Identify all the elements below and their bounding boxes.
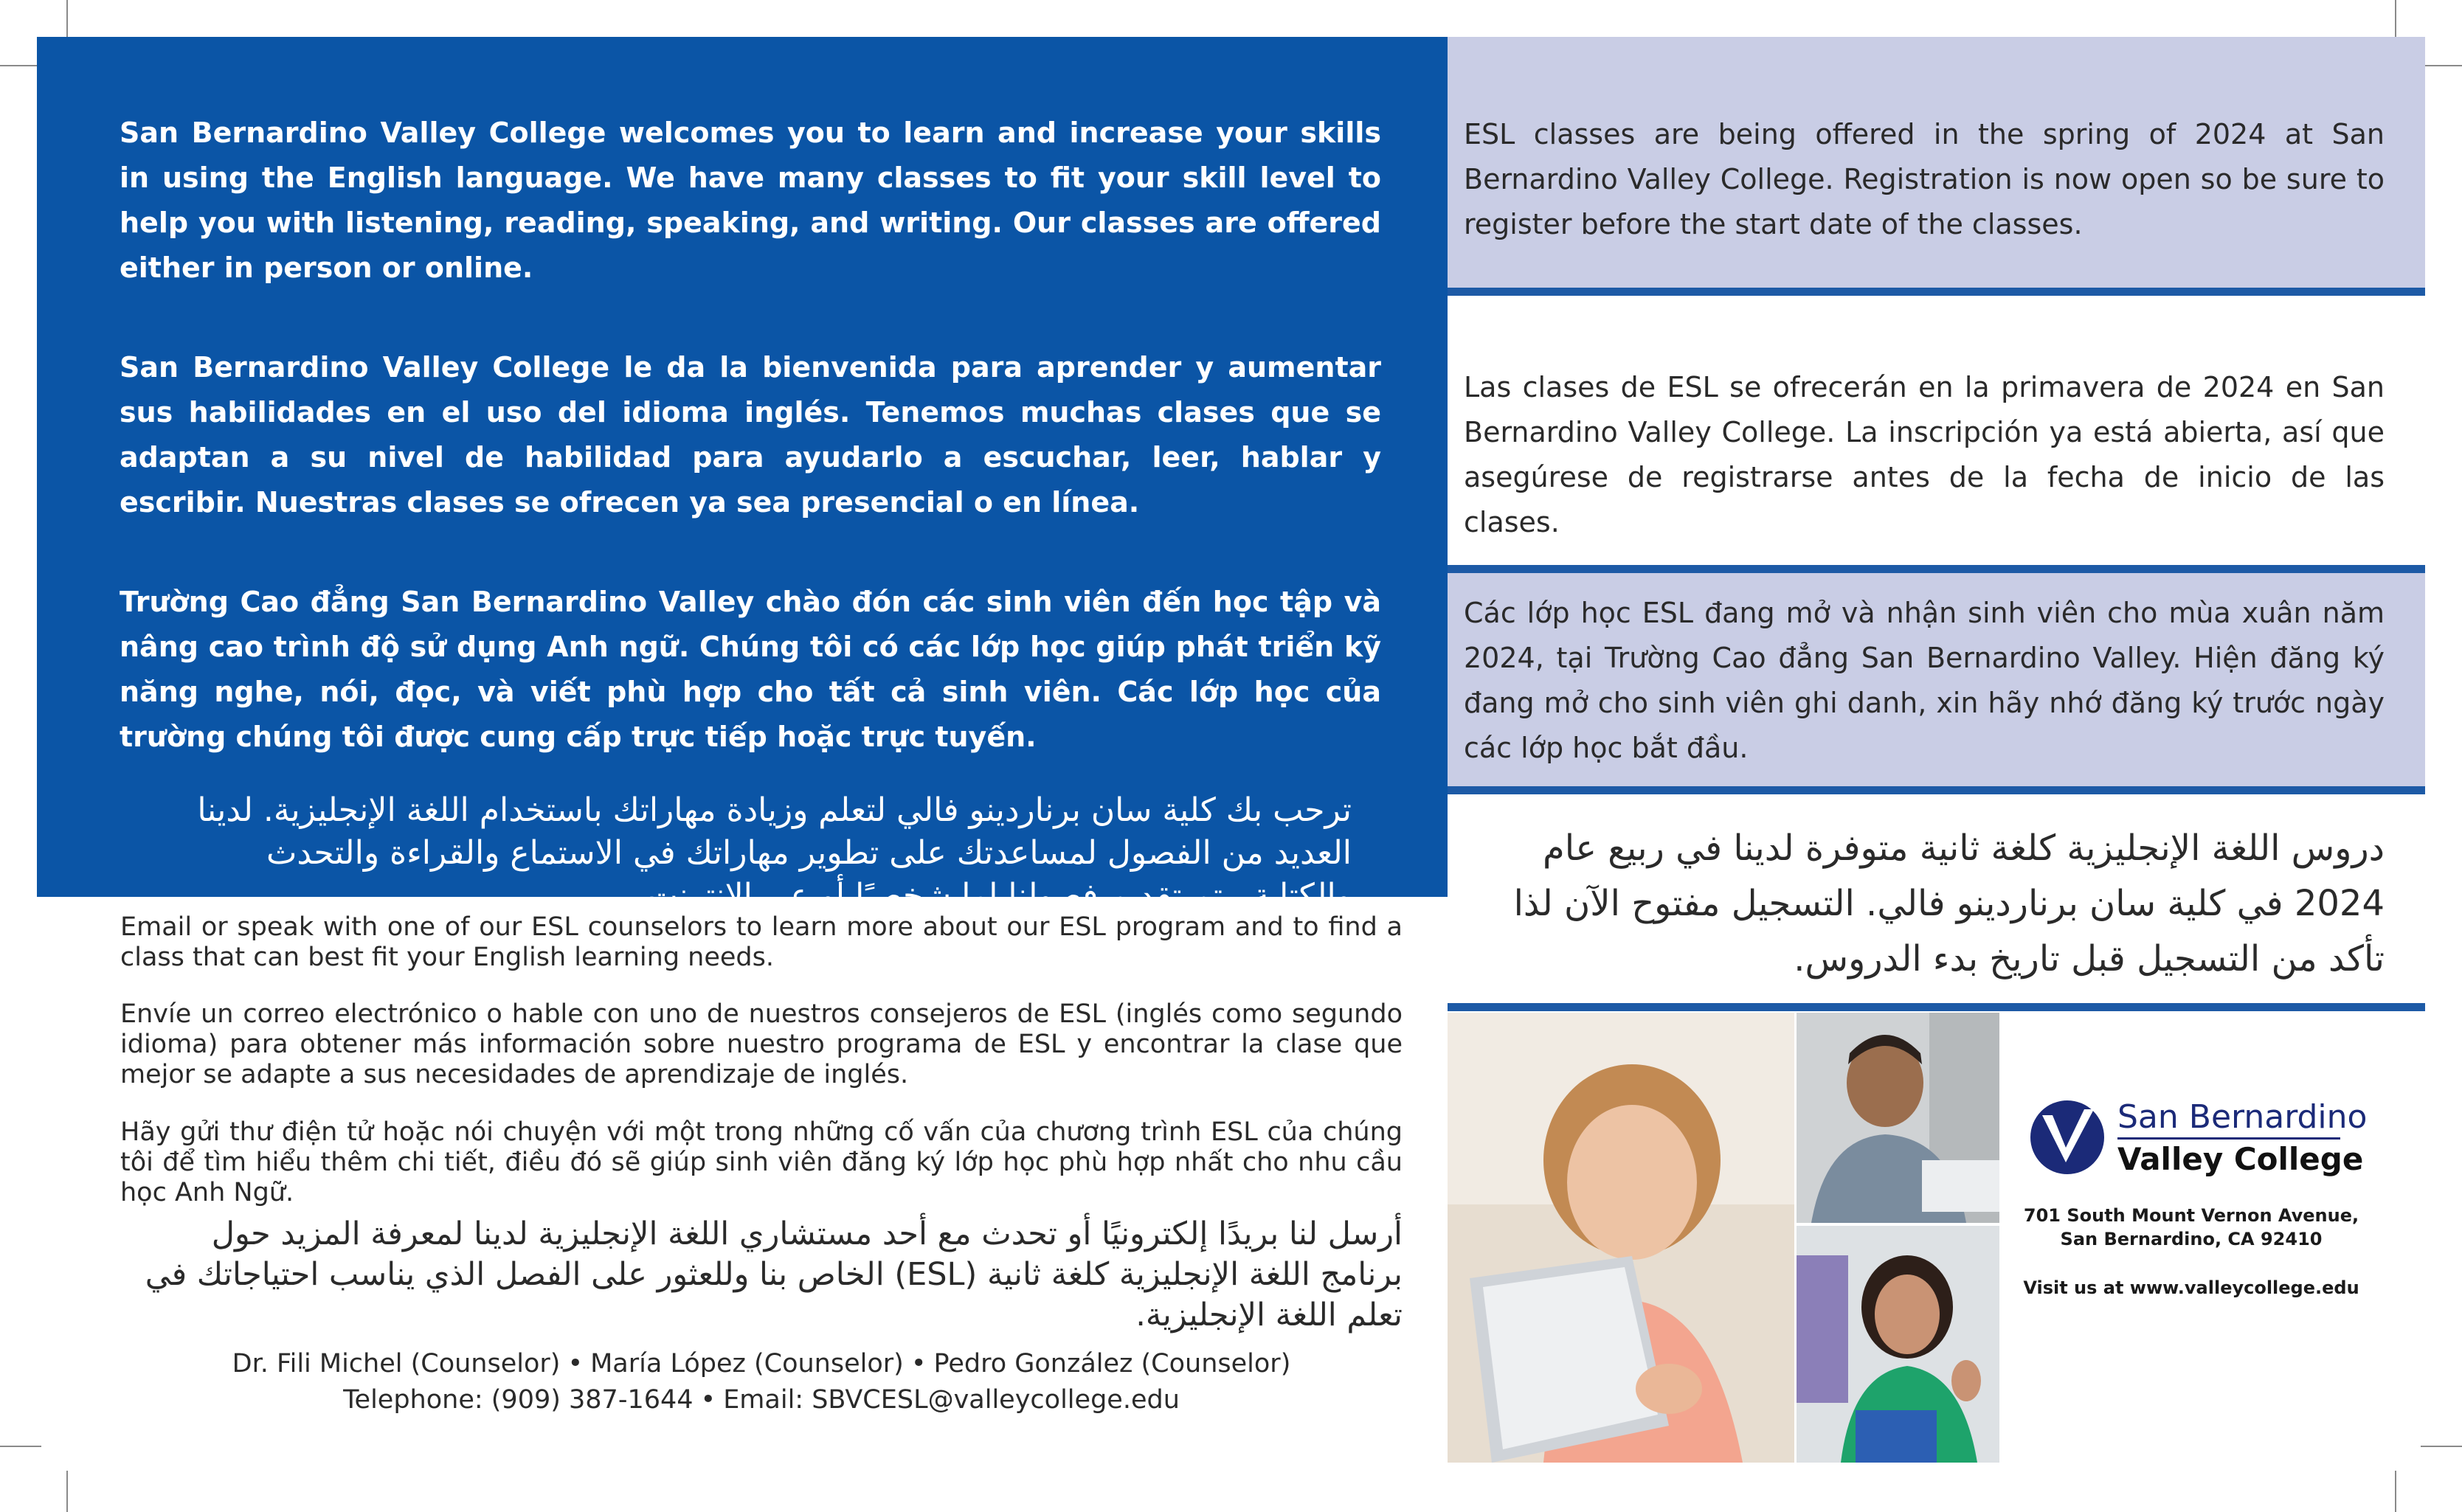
separator-dot: •: [910, 1349, 927, 1379]
divider-rule: [1448, 1003, 2425, 1011]
crop-mark: [2395, 0, 2396, 41]
contact-text-arabic: أرسل لنا بريدًا إلكترونيًا أو تحدث مع أحد مستشاري اللغة الإنجليزية لدينا لمعرفة المزيد حول برنامج اللغة الإنجليزية كلغة ثانية (ESL) الخاص بنا وللعثور على الفصل الذي يناسب احتياجاتك في تعلم اللغة الإنجليزية.: [145, 1216, 1403, 1334]
spring-esl-notice-arabic: [1448, 794, 2425, 1001]
welcome-text-arabic: ترحب بك كلية سان برناردينو فالي لتعلم وزيادة مهاراتك باستخدام اللغة الإنجليزية. لدينا العديد من الفصول لمساعدتك على تطوير مهاراتك في الاستماع والقراءة والتحدث والكتابة. يتم تقديم فصولنا إما شخصيًا أو عبر الإنترنت.: [197, 791, 1352, 915]
divider-rule: [1448, 565, 2425, 573]
crop-mark: [66, 1471, 68, 1512]
divider-rule: [1448, 786, 2425, 794]
contact-text-spanish: Envíe un correo electrónico o hable con uno de nuestros consejeros de ESL (inglés como segundo idioma) para obtener más información sobre nuestro programa de ESL y encontrar la clase que mejor se adapte a sus necesidades de aprendizaje de inglés.: [120, 999, 1403, 1089]
logo-line-2: Valley College: [2117, 1141, 2364, 1177]
telephone: Telephone: (909) 387-1644: [343, 1385, 694, 1415]
logo-underline: [2117, 1137, 2340, 1140]
logo-line-1: San Bernardino: [2117, 1098, 2368, 1136]
crop-mark: [66, 0, 68, 41]
photo-man-laptop: [1797, 1013, 1999, 1223]
separator-dot: •: [567, 1349, 584, 1379]
separator-dot: •: [700, 1385, 716, 1415]
counselor-name: María López (Counselor): [590, 1349, 904, 1379]
email-link[interactable]: Email: SBVCESL@valleycollege.edu: [723, 1385, 1180, 1415]
photo-student-thumbs-up: [1797, 1226, 1999, 1463]
spring-esl-notice-vietnamese: [1448, 573, 2425, 786]
notice-text-vietnamese: Các lớp học ESL đang mở và nhận sinh viên cho mùa xuân năm 2024, tại Trường Cao đẳng San Bernardino Valley. Hiện đăng ký đang mở cho sinh viên ghi danh, xin hãy nhớ đăng ký trước ngày các lớp học bắt đầu.: [1464, 597, 2385, 764]
spring-esl-notice-english: [1448, 37, 2425, 288]
address-city: San Bernardino, CA 92410: [2060, 1229, 2323, 1249]
notice-text-arabic: دروس اللغة الإنجليزية كلغة ثانية متوفرة لدينا في ربيع عام 2024 في كلية سان برناردينو فالي. التسجيل مفتوح الآن لذا تأكد من التسجيل قبل تاريخ بدء الدروس.: [1513, 828, 2385, 979]
college-address: [2022, 1204, 2361, 1251]
contact-text-vietnamese: Hãy gửi thư điện tử hoặc nói chuyện với một trong những cố vấn của chương trình ESL của chúng tôi để tìm hiểu thêm chi tiết, điều đó sẽ giúp sinh viên đăng ký lớp học phù hợp nhất cho nhu cầu học Anh Ngữ.: [120, 1117, 1403, 1207]
crop-mark: [0, 65, 41, 66]
crop-mark: [0, 1446, 41, 1447]
crop-mark: [2395, 1471, 2396, 1512]
welcome-text-vietnamese: Trường Cao đẳng San Bernardino Valley chào đón các sinh viên đến học tập và nâng cao trình độ sử dụng Anh ngữ. Chúng tôi có các lớp học giúp phát triển kỹ năng nghe, nói, đọc, và viết phù hợp cho tất cả sinh viên. Các lớp học của trường chúng tôi được cung cấp trực tiếp hoặc trực tuyến.: [120, 586, 1381, 753]
address-street: 701 South Mount Vernon Avenue,: [2023, 1205, 2359, 1226]
valley-v-logo-icon: [2029, 1099, 2106, 1176]
crop-mark: [2421, 65, 2462, 66]
notice-text-english: ESL classes are being offered in the spring of 2024 at San Bernardino Valley College. Registration is now open so be sure to register before the start date of the classes.: [1464, 118, 2385, 240]
counselor-list: [120, 1346, 1403, 1418]
notice-text-spanish: Las clases de ESL se ofrecerán en la primavera de 2024 en San Bernardino Valley College. La inscripción ya está abierta, así que asegúrese de registrarse antes de la fecha de inicio de las clases.: [1464, 371, 2385, 538]
counselor-name: Pedro González (Counselor): [933, 1349, 1291, 1379]
counselor-name: Dr. Fili Michel (Counselor): [232, 1349, 561, 1379]
welcome-text-english: San Bernardino Valley College welcomes you to learn and increase your skills in using the English language. We have many classes to fit your skill level to help you with listening, reading, speaking, and writing. Our classes are offered either in person or online.: [120, 117, 1381, 284]
welcome-text-spanish: San Bernardino Valley College le da la bienvenida para aprender y aumentar sus habilidades en el uso del idioma inglés. Tenemos muchas clases que se adaptan a su nivel de habilidad para ayudarlo a escuchar, leer, hablar y escribir. Nuestras clases se ofrecen ya sea presencial o en línea.: [120, 351, 1381, 519]
contact-text-english: Email or speak with one of our ESL counselors to learn more about our ESL program and to find a class that can best fit your English learning needs.: [120, 912, 1403, 972]
spring-esl-notice-spanish: [1448, 296, 2425, 565]
website-link[interactable]: Visit us at www.valleycollege.edu: [2023, 1277, 2359, 1298]
crop-mark: [2421, 1446, 2462, 1447]
photo-woman-tablet: [1448, 1013, 1794, 1463]
welcome-panel: [37, 37, 1448, 915]
divider-rule: [1448, 288, 2425, 296]
